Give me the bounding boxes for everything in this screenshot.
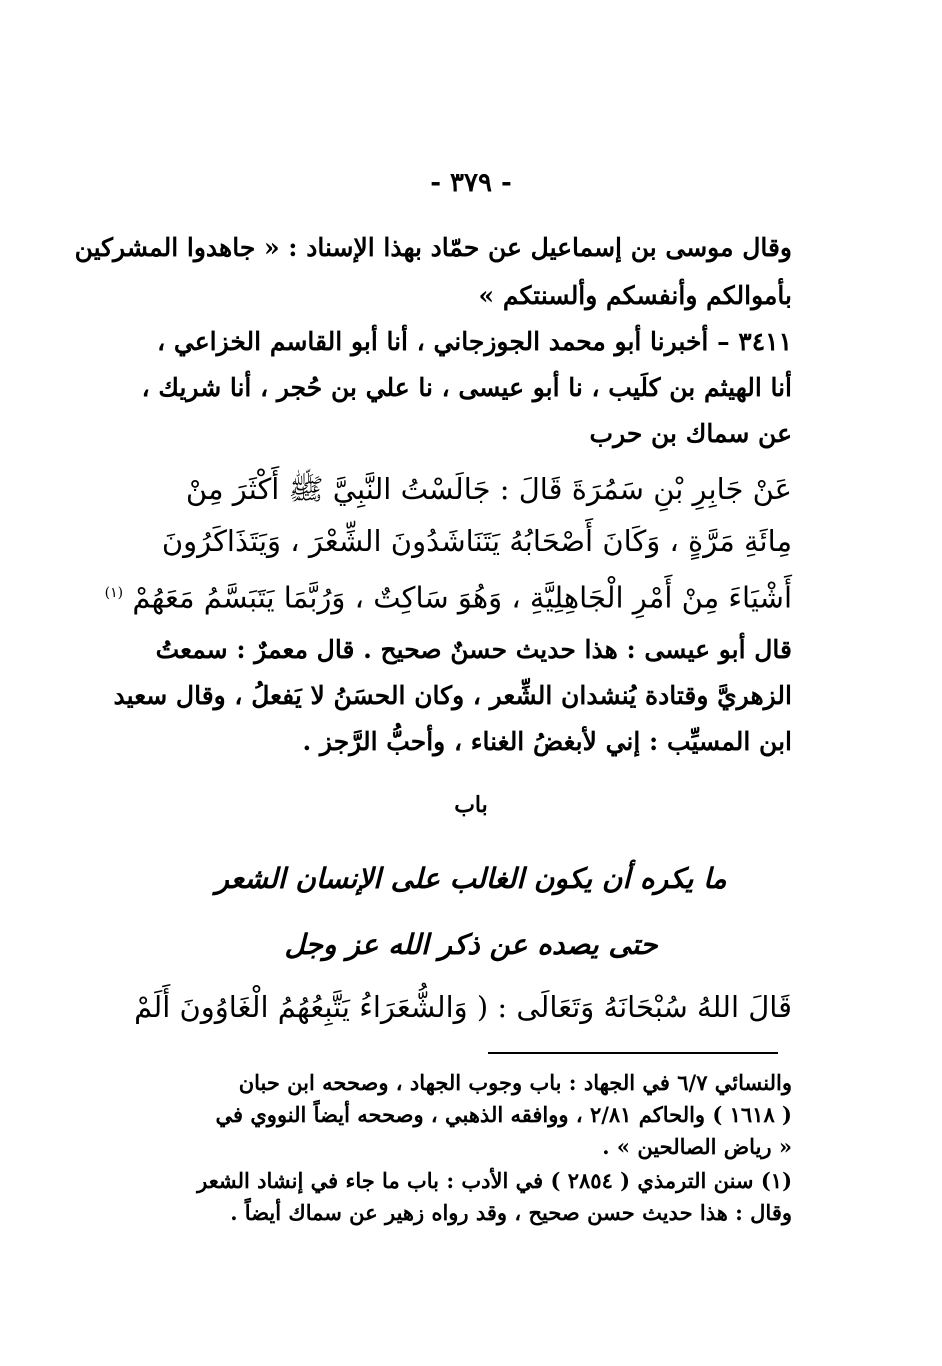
footnote-line: « رياض الصالحين » . [602,1134,792,1159]
page-number: - ٣٧٩ - [430,168,512,198]
text-line: قَالَ اللهُ سُبْحَانَهُ وَتَعَالَى : ( وَالشُّعَرَاءُ يَتَّبِعُهُمُ الْغَاوُونَ أَلَمْ [134,990,792,1024]
footnotes-continued [142,1068,792,1164]
text-line [104,570,792,622]
hadith-text [104,466,792,622]
text-line: عَنْ جَابِرِ بْنِ سَمُرَةَ قَالَ : جَالَسْتُ النَّبِيَّ ﷺ أَكْثَرَ مِنْ [185,472,792,506]
chapter-title-line: ما يكره أن يكون الغالب على الإنسان الشعر [215,862,727,895]
text-line: الزهريَّ وقتادة يُنشدان الشِّعر ، وكان الحسَنُ لا يَفعلُ ، وقال سعيد [113,681,792,710]
text-line: عن سماك بن حرب [589,419,792,448]
text-line: قال أبو عيسى : هذا حديث حسنٌ صحيح . قال معمرٌ : سمعتُ [155,635,792,664]
isnad-paragraph [142,322,792,460]
footnote-marker: (١) [104,585,124,601]
footnote-line: ( ١٦١٨ ) والحاكم ٢/٨١ ، ووافقه الذهبي ، وصححه أيضاً النووي في [215,1102,792,1127]
chapter-label: باب [454,792,488,818]
chapter-title-line: حتى يصده عن ذكر الله عز وجل [284,928,658,961]
narration-paragraph [74,228,792,320]
text-line: مِائَةِ مَرَّةٍ ، وَكَانَ أَصْحَابُهُ يَتَنَاشَدُونَ الشِّعْرَ ، وَيَتَذَاكَرُونَ [161,524,792,558]
text-line: وقال موسى بن إسماعيل عن حمّاد بهذا الإسناد : « جاهدوا المشركين [74,233,792,262]
footnote-line: (١) سنن الترمذي ( ٢٨٥٤ ) في الأدب : باب ما جاء في إنشاد الشعر [197,1168,792,1193]
text-line: ابن المسيِّب : إني لأبغضُ الغناء ، وأحبُّ الرَّجز . [302,727,792,756]
text-line: أنا الهيثم بن كلَيب ، نا أبو عيسى ، نا علي بن حُجر ، أنا شريك ، [141,373,792,402]
text-line: ٣٤١١ – أخبرنا أبو محمد الجوزجاني ، أنا أبو القاسم الخزاعي ، [157,327,792,356]
quran-verse-intro [134,984,792,1036]
text-segment: أَشْيَاءَ مِنْ أَمْرِ الْجَاهِلِيَّةِ ، وَهُوَ سَاكِتٌ ، وَرُبَّمَا يَتَبَسَّمُ مَعَهُمْ [132,580,792,615]
text-line: بأموالكم وأنفسكم وألسنتكم » [478,281,792,310]
footnote-1 [142,1166,792,1230]
footnote-line: وقال : هذا حديث حسن صحيح ، وقد رواه زهير عن سماك أيضاً . [230,1200,792,1225]
commentary-paragraph [113,630,792,768]
footnote-line: والنسائي ٦/٧ في الجهاد : باب وجوب الجهاد ، وصححه ابن حبان [238,1070,792,1095]
footnote-divider [488,1052,778,1054]
